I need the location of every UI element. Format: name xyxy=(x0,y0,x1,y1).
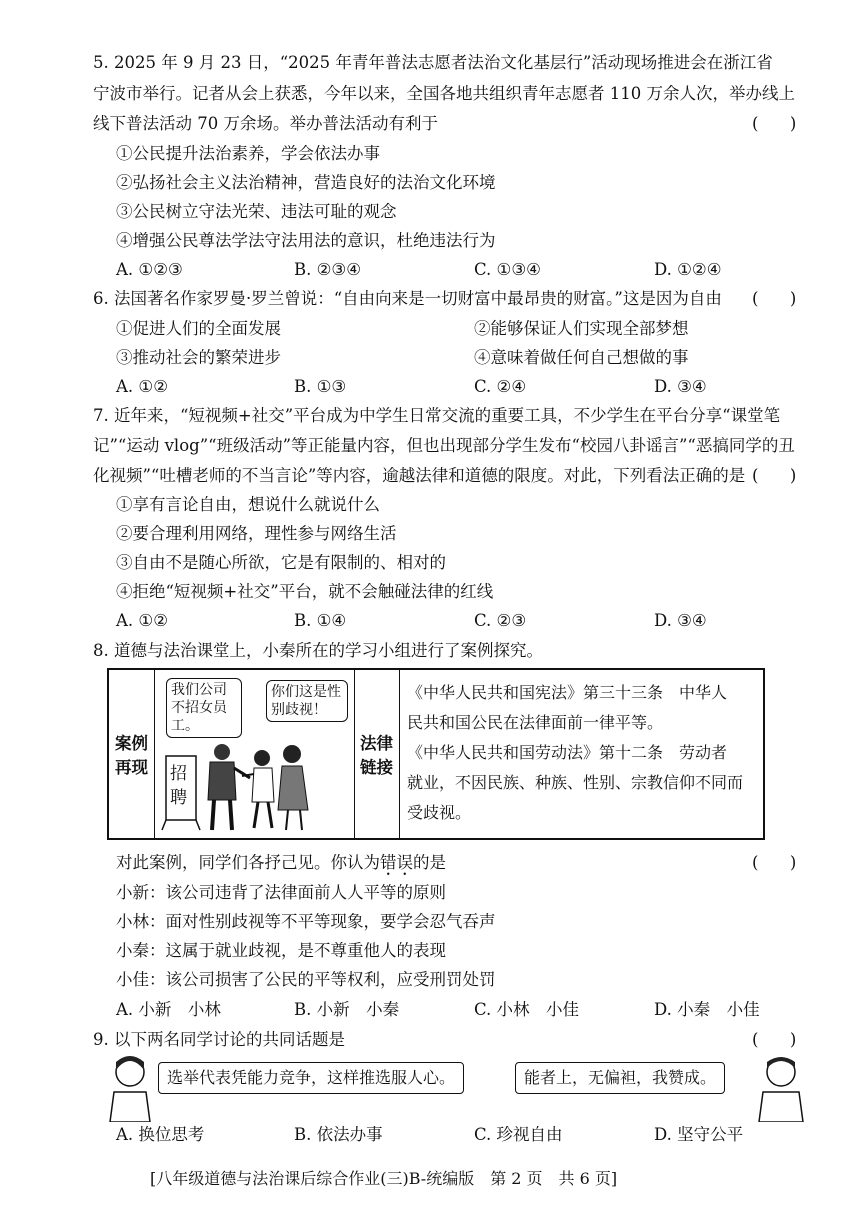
q9-option-d[interactable]: D. 坚守公平 xyxy=(654,1125,744,1144)
q9-option-b[interactable]: B. 依法办事 xyxy=(294,1125,383,1144)
q8-option-d[interactable]: D. 小秦 小佳 xyxy=(654,1000,760,1019)
q5-stem-line-1: 5. 2025 年 9 月 23 日，“2025 年青年普法志愿者法治文化基层行”活动现场推进会在浙江省 xyxy=(93,53,773,72)
q6-option-b[interactable]: B. ①③ xyxy=(294,377,347,396)
q6-item-1: ①促进人们的全面发展 xyxy=(116,319,281,338)
people-drawing xyxy=(154,670,354,838)
q8-stem: 8. 道德与法治课堂上，小秦所在的学习小组进行了案例探究。 xyxy=(93,641,543,660)
q7-option-d[interactable]: D. ③④ xyxy=(654,611,707,630)
q6-option-d[interactable]: D. ③④ xyxy=(654,377,707,396)
q7-stem-line-3: 化视频”“吐槽老师的不当言论”等内容，逾越法律和道德的限度。对此，下列看法正确的是 xyxy=(93,466,746,485)
speech-left: 选举代表凭能力竞争，这样推选服人心。 xyxy=(158,1062,464,1094)
q8-option-c[interactable]: C. 小林 小佳 xyxy=(474,1000,580,1019)
q7-item-2: ②要合理利用网络，理性参与网络生活 xyxy=(116,524,397,543)
q6-item-2: ②能够保证人们实现全部梦想 xyxy=(474,319,689,338)
q7-item-3: ③自由不是随心所欲，它是有限制的、相对的 xyxy=(116,553,446,572)
q5-answer-bracket: ( ) xyxy=(752,114,797,133)
law-line-3: 《中华人民共和国劳动法》第十二条 劳动者 xyxy=(407,743,728,762)
q7-answer-bracket: ( ) xyxy=(752,466,797,485)
bubble-company: 我们公司不招女员工。 xyxy=(166,678,242,738)
q6-answer-bracket: ( ) xyxy=(752,289,797,308)
q5-option-d[interactable]: D. ①②④ xyxy=(654,260,722,279)
q7-option-b[interactable]: B. ①④ xyxy=(294,611,347,630)
q8-view-xiaojia: 小佳：该公司损害了公民的平等权利，应受刑罚处罚 xyxy=(116,970,496,989)
q8-answer-bracket: ( ) xyxy=(752,853,797,872)
student-girl-avatar xyxy=(106,1052,158,1122)
recruit-sign: 招聘 xyxy=(170,764,187,808)
q9-answer-bracket: ( ) xyxy=(752,1030,797,1049)
q8-view-xiaolin: 小林：面对性别歧视等不平等现象，要学会忍气吞声 xyxy=(116,912,496,931)
page-footer: [八年级道德与法治课后综合作业(三)B-统编版 第 2 页 共 6 页] xyxy=(150,1169,618,1188)
q6-item-3: ③推动社会的繁荣进步 xyxy=(116,348,281,367)
q8-prompt: 对此案例，同学们各抒己见。你认为错误的是 xyxy=(116,853,446,872)
divider-2 xyxy=(399,670,400,838)
case-study-table xyxy=(107,668,765,840)
q5-option-b[interactable]: B. ②③④ xyxy=(294,260,361,279)
q8-view-xiaoqin: 小秦：这属于就业歧视，是不尊重他人的表现 xyxy=(116,941,446,960)
q5-stem-line-2: 宁波市举行。记者从会上获悉，今年以来，全国各地共组织青年志愿者 110 万余人次，举办线上 xyxy=(93,84,795,103)
law-line-1: 《中华人民共和国宪法》第三十三条 中华人 xyxy=(407,683,728,702)
case-illustration xyxy=(154,670,354,838)
law-line-5: 受歧视。 xyxy=(407,803,472,822)
q7-stem-line-2: 记”“运动 vlog”“班级活动”等正能量内容，但也出现部分学生发布“校园八卦谣言”“恶搞同学的丑 xyxy=(93,436,795,455)
q6-stem: 6. 法国著名作家罗曼·罗兰曾说：“自由向来是一切财富中最昂贵的财富。”这是因为自由 xyxy=(93,289,722,308)
bubble-applicant: 你们这是性别歧视！ xyxy=(266,680,348,722)
q5-option-a[interactable]: A. ①②③ xyxy=(116,260,183,279)
divider-1 xyxy=(354,670,355,838)
law-label: 法律链接 xyxy=(360,734,393,777)
q5-option-c[interactable]: C. ①③④ xyxy=(474,260,541,279)
q9-stem: 9. 以下两名同学讨论的共同话题是 xyxy=(93,1030,345,1049)
student-boy-avatar xyxy=(755,1052,807,1122)
case-label: 案例再现 xyxy=(115,734,148,777)
q8-view-xiaoxin: 小新：该公司违背了法律面前人人平等的原则 xyxy=(116,883,446,902)
q6-option-c[interactable]: C. ②④ xyxy=(474,377,527,396)
q8-option-b[interactable]: B. 小新 小秦 xyxy=(294,1000,400,1019)
q9-option-a[interactable]: A. 换位思考 xyxy=(116,1125,205,1144)
q5-stem-line-3: 线下普法活动 70 万余场。举办普法活动有利于 xyxy=(93,114,438,133)
q7-option-a[interactable]: A. ①② xyxy=(116,611,168,630)
q7-item-4: ④拒绝“短视频+社交”平台，就不会触碰法律的红线 xyxy=(116,582,494,601)
q9-option-c[interactable]: C. 珍视自由 xyxy=(474,1125,563,1144)
q7-stem-line-1: 7. 近年来，“短视频+社交”平台成为中学生日常交流的重要工具，不少学生在平台分享“课堂笔 xyxy=(93,406,781,425)
q5-item-3: ③公民树立守法光荣、违法可耻的观念 xyxy=(116,202,397,221)
q7-item-1: ①享有言论自由，想说什么就说什么 xyxy=(116,495,380,514)
q7-option-c[interactable]: C. ②③ xyxy=(474,611,527,630)
law-line-4: 就业，不因民族、种族、性别、宗教信仰不同而 xyxy=(407,773,744,792)
q5-item-2: ②弘扬社会主义法治精神，营造良好的法治文化环境 xyxy=(116,173,496,192)
speech-right: 能者上，无偏袒，我赞成。 xyxy=(515,1062,725,1094)
q8-option-a[interactable]: A. 小新 小林 xyxy=(116,1000,221,1019)
q6-option-a[interactable]: A. ①② xyxy=(116,377,168,396)
law-line-2: 民共和国公民在法律面前一律平等。 xyxy=(407,713,664,732)
q5-item-4: ④增强公民尊法学法守法用法的意识，杜绝违法行为 xyxy=(116,231,496,250)
q5-item-1: ①公民提升法治素养，学会依法办事 xyxy=(116,144,380,163)
q6-item-4: ④意味着做任何自己想做的事 xyxy=(474,348,689,367)
